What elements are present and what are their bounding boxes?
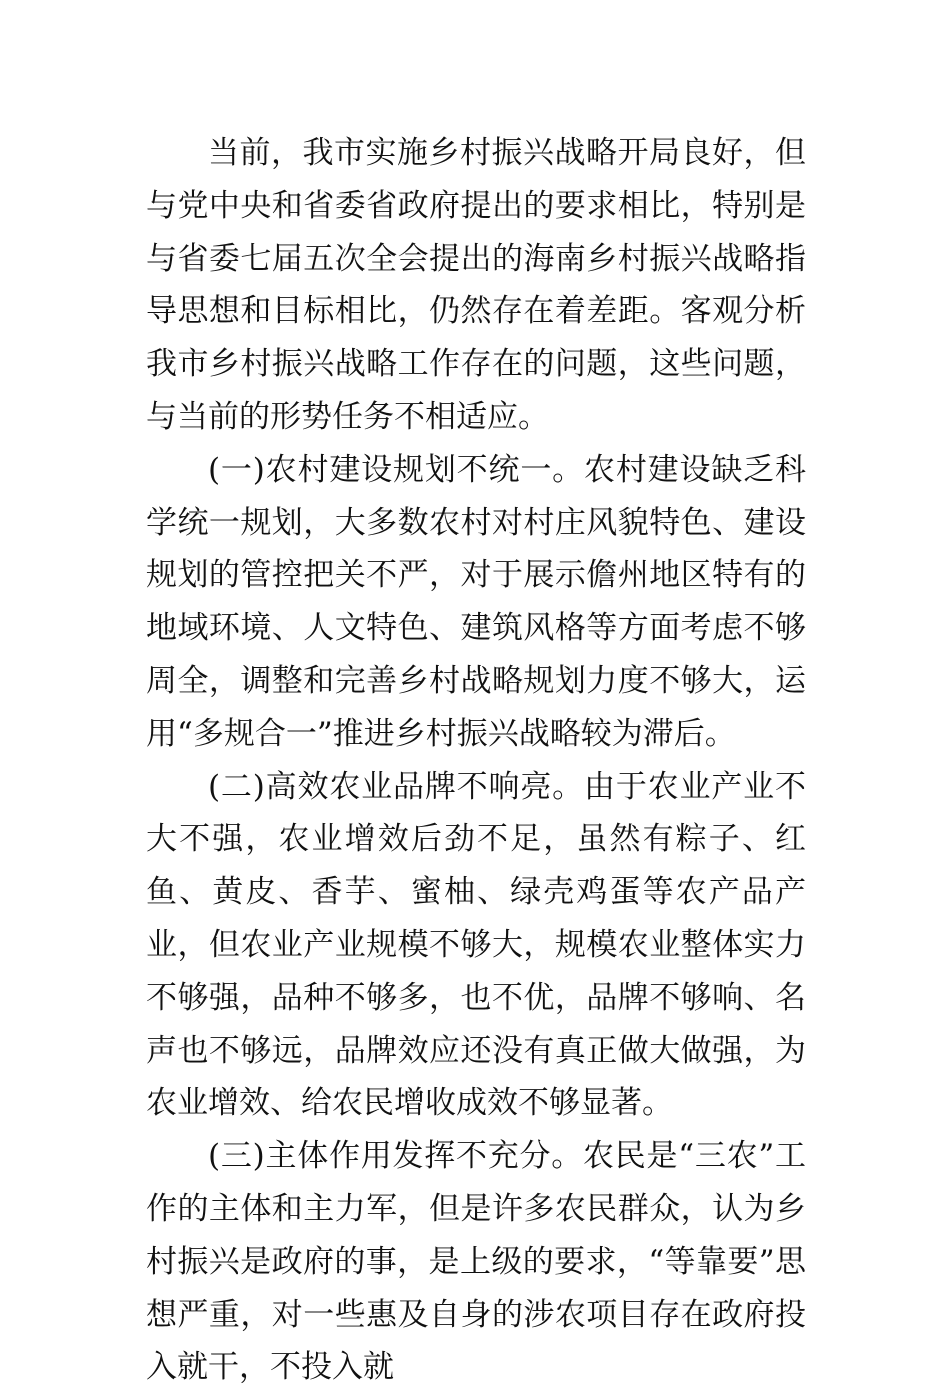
document-body — [146, 127, 806, 1394]
paragraph-section-1: (一)农村建设规划不统一。农村建设缺乏科学统一规划，大多数农村对村庄风貌特色、建设规划的管控把关不严，对于展示儋州地区特有的地域环境、人文特色、建筑风格等方面考虑不够周全，调整和完善乡村战略规划力度不够大，运用“多规合一”推进乡村振兴战略较为滞后。 — [146, 451, 806, 752]
paragraph-section-2: (二)高效农业品牌不响亮。由于农业产业不大不强，农业增效后劲不足，虽然有粽子、红鱼、黄皮、香芋、蜜柚、绿壳鸡蛋等农产品产业，但农业产业规模不够大，规模农业整体实力不够强，品种不够多，也不优，品牌不够响、名声也不够远，品牌效应还没有真正做大做强，为农业增效、给农民增收成效不够显著。 — [146, 768, 806, 1122]
paragraph-intro: 当前，我市实施乡村振兴战略开局良好，但与党中央和省委省政府提出的要求相比，特别是与省委七届五次全会提出的海南乡村振兴战略指导思想和目标相比，仍然存在着差距。客观分析我市乡村振兴战略工作存在的问题，这些问题，与当前的形势任务不相适应。 — [146, 135, 806, 435]
paragraph-section-3: (三)主体作用发挥不充分。农民是“三农”工作的主体和主力军，但是许多农民群众，认为乡村振兴是政府的事，是上级的要求，“等靠要”思想严重，对一些惠及自身的涉农项目存在政府投入就干，不投入就 — [146, 1138, 806, 1386]
